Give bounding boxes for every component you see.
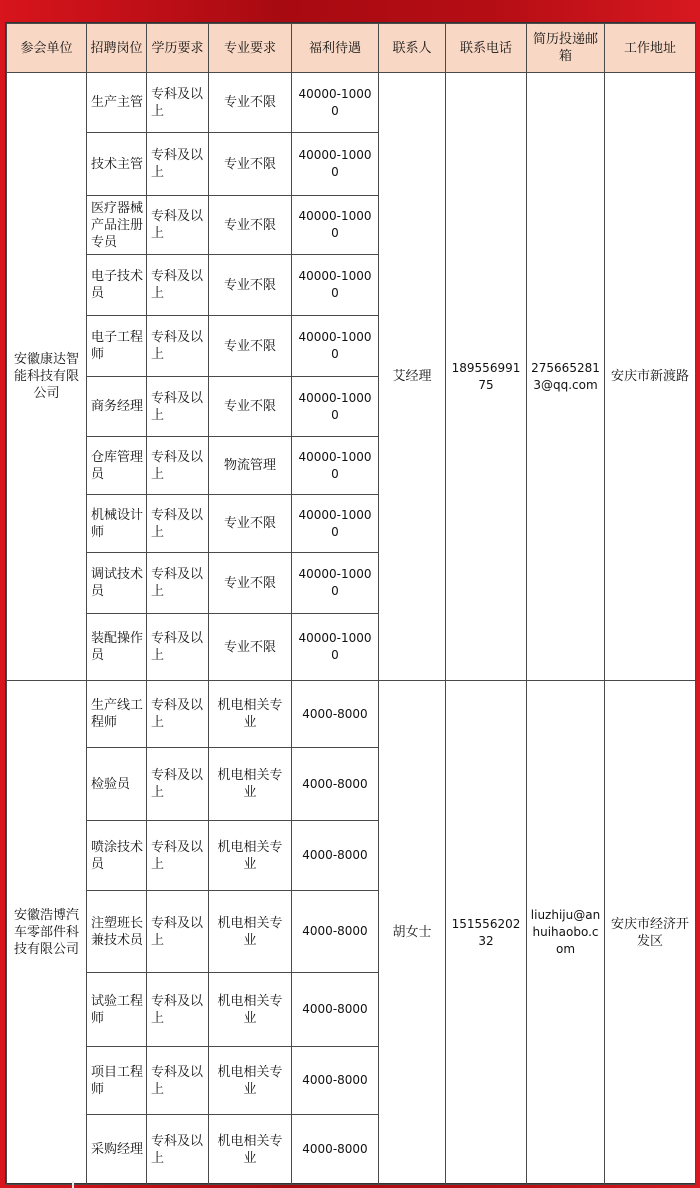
job-major: 机电相关专业	[209, 1115, 292, 1185]
job-position: 仓库管理员	[87, 437, 147, 495]
job-salary: 4000-8000	[292, 1115, 379, 1185]
job-salary: 4000-8000	[292, 681, 379, 748]
job-major: 物流管理	[209, 437, 292, 495]
job-major: 机电相关专业	[209, 748, 292, 821]
job-education: 专科及以上	[147, 377, 209, 437]
work-address: 安庆市经济开发区	[605, 681, 696, 1185]
job-position: 技术主管	[87, 133, 147, 196]
job-position: 机械设计师	[87, 495, 147, 553]
job-salary: 4000-8000	[292, 973, 379, 1047]
header-phone: 联系电话	[446, 24, 527, 73]
job-education: 专科及以上	[147, 133, 209, 196]
bottom-mark	[72, 1181, 74, 1188]
job-education: 专科及以上	[147, 614, 209, 681]
job-salary: 4000-8000	[292, 891, 379, 973]
job-major: 专业不限	[209, 614, 292, 681]
job-salary: 40000-10000	[292, 316, 379, 377]
recruitment-sheet	[5, 22, 696, 1184]
job-education: 专科及以上	[147, 821, 209, 891]
table-body	[7, 73, 696, 1185]
job-major: 机电相关专业	[209, 973, 292, 1047]
job-salary: 40000-10000	[292, 73, 379, 133]
job-salary: 40000-10000	[292, 495, 379, 553]
job-position: 调试技术员	[87, 553, 147, 614]
job-position: 生产主管	[87, 73, 147, 133]
job-position: 喷涂技术员	[87, 821, 147, 891]
job-major: 机电相关专业	[209, 821, 292, 891]
header-education: 学历要求	[147, 24, 209, 73]
job-education: 专科及以上	[147, 255, 209, 316]
header-email: 简历投递邮箱	[527, 24, 605, 73]
contact-phone: 18955699175	[446, 73, 527, 681]
job-major: 专业不限	[209, 316, 292, 377]
job-major: 机电相关专业	[209, 681, 292, 748]
contact-person: 艾经理	[379, 73, 446, 681]
job-education: 专科及以上	[147, 196, 209, 255]
job-salary: 40000-10000	[292, 377, 379, 437]
job-education: 专科及以上	[147, 973, 209, 1047]
header-major: 专业要求	[209, 24, 292, 73]
resume-email: 2756652813@qq.com	[527, 73, 605, 681]
job-position: 装配操作员	[87, 614, 147, 681]
job-salary: 4000-8000	[292, 821, 379, 891]
job-education: 专科及以上	[147, 681, 209, 748]
header-salary: 福利待遇	[292, 24, 379, 73]
contact-phone: 15155620232	[446, 681, 527, 1185]
job-position: 商务经理	[87, 377, 147, 437]
job-education: 专科及以上	[147, 316, 209, 377]
resume-email: liuzhiju@anhuihaobo.com	[527, 681, 605, 1185]
header-company: 参会单位	[7, 24, 87, 73]
job-education: 专科及以上	[147, 437, 209, 495]
job-major: 专业不限	[209, 495, 292, 553]
job-position: 注塑班长兼技术员	[87, 891, 147, 973]
job-education: 专科及以上	[147, 891, 209, 973]
job-major: 机电相关专业	[209, 891, 292, 973]
job-major: 机电相关专业	[209, 1047, 292, 1115]
contact-person: 胡女士	[379, 681, 446, 1185]
job-education: 专科及以上	[147, 1115, 209, 1185]
job-salary: 40000-10000	[292, 255, 379, 316]
job-major: 专业不限	[209, 196, 292, 255]
job-position: 项目工程师	[87, 1047, 147, 1115]
job-position: 采购经理	[87, 1115, 147, 1185]
job-salary: 40000-10000	[292, 437, 379, 495]
job-education: 专科及以上	[147, 1047, 209, 1115]
job-salary: 4000-8000	[292, 1047, 379, 1115]
job-education: 专科及以上	[147, 73, 209, 133]
job-education: 专科及以上	[147, 748, 209, 821]
job-position: 医疗器械产品注册专员	[87, 196, 147, 255]
header-address: 工作地址	[605, 24, 696, 73]
header-position: 招聘岗位	[87, 24, 147, 73]
job-position: 生产线工程师	[87, 681, 147, 748]
job-position: 试验工程师	[87, 973, 147, 1047]
job-salary: 40000-10000	[292, 133, 379, 196]
header-contact: 联系人	[379, 24, 446, 73]
recruitment-table	[6, 23, 696, 1185]
job-major: 专业不限	[209, 133, 292, 196]
table-row	[7, 73, 696, 133]
job-major: 专业不限	[209, 377, 292, 437]
job-education: 专科及以上	[147, 553, 209, 614]
job-salary: 40000-10000	[292, 553, 379, 614]
company-name: 安徽康达智能科技有限公司	[7, 73, 87, 681]
header-row	[7, 24, 696, 73]
job-salary: 40000-10000	[292, 614, 379, 681]
job-position: 电子工程师	[87, 316, 147, 377]
job-salary: 40000-10000	[292, 196, 379, 255]
job-position: 检验员	[87, 748, 147, 821]
job-major: 专业不限	[209, 553, 292, 614]
table-row	[7, 681, 696, 748]
job-salary: 4000-8000	[292, 748, 379, 821]
job-major: 专业不限	[209, 73, 292, 133]
work-address: 安庆市新渡路	[605, 73, 696, 681]
job-education: 专科及以上	[147, 495, 209, 553]
company-name: 安徽浩博汽车零部件科技有限公司	[7, 681, 87, 1185]
job-position: 电子技术员	[87, 255, 147, 316]
job-major: 专业不限	[209, 255, 292, 316]
